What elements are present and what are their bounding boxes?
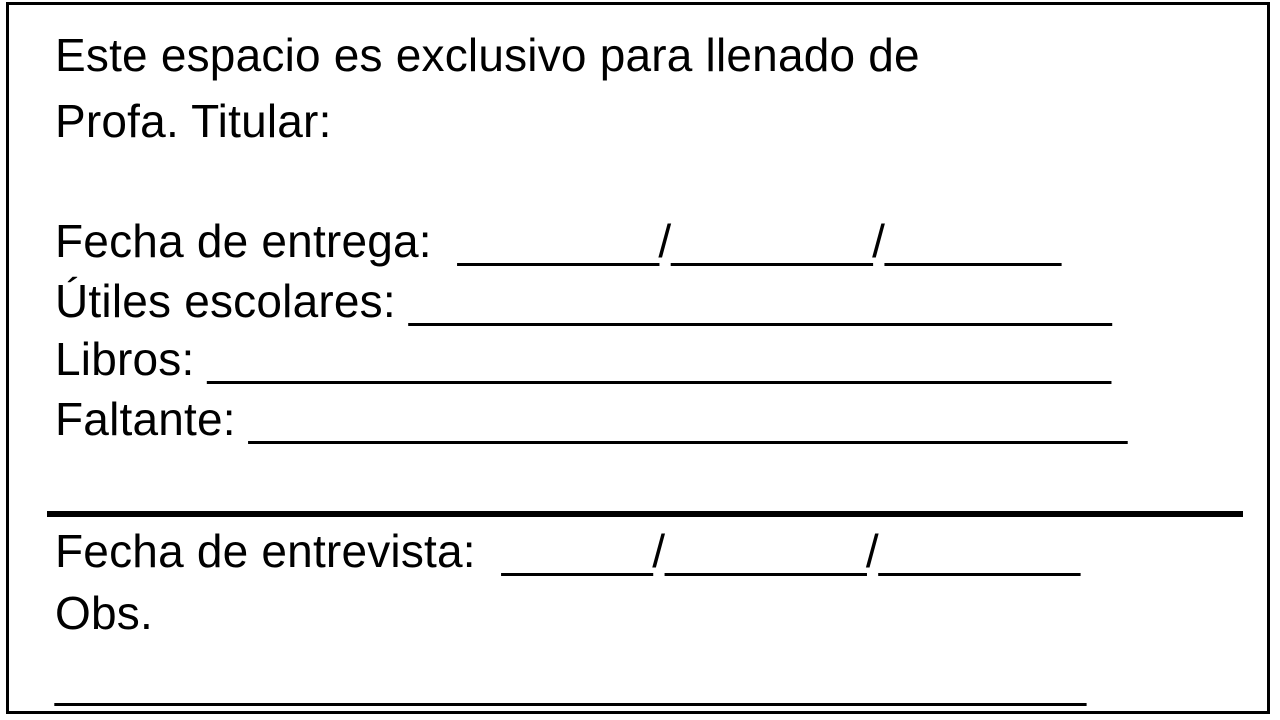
missing-label: Faltante: — [55, 393, 236, 445]
observations-field[interactable]: ________________________________________ — [55, 655, 1087, 707]
interview-date-row — [55, 523, 1080, 579]
missing-row — [55, 391, 1127, 447]
interview-date-label: Fecha de entrevista: — [55, 525, 476, 577]
delivery-date-separator-2: / — [872, 215, 886, 267]
school-supplies-label: Útiles escolares: — [55, 275, 396, 327]
delivery-date-year-field[interactable]: _______ — [885, 215, 1061, 267]
books-field[interactable]: ____________________________________ — [207, 333, 1111, 385]
form-box — [6, 2, 1270, 714]
delivery-date-label: Fecha de entrega: — [55, 215, 432, 267]
interview-date-separator-1: / — [652, 525, 666, 577]
missing-field[interactable]: ___________________________________ — [248, 393, 1127, 445]
delivery-date-day-field[interactable]: ________ — [457, 215, 659, 267]
school-supplies-field[interactable]: ____________________________ — [408, 275, 1112, 327]
delivery-date-month-field[interactable]: ________ — [671, 215, 873, 267]
interview-date-day-field[interactable]: ______ — [501, 525, 653, 577]
school-supplies-row — [55, 273, 1111, 329]
interview-date-month-field[interactable]: ________ — [665, 525, 866, 577]
delivery-date-row — [55, 213, 1061, 269]
books-row — [55, 331, 1110, 387]
delivery-date-separator-1: / — [658, 215, 672, 267]
form-header-line-2: Profa. Titular: — [55, 95, 332, 147]
form-header-line-1: Este espacio es exclusivo para llenado de — [55, 29, 920, 81]
section-divider — [47, 511, 1243, 517]
interview-date-separator-2: / — [865, 525, 879, 577]
interview-date-year-field[interactable]: ________ — [878, 525, 1080, 577]
observations-label: Obs. — [55, 587, 153, 639]
books-label: Libros: — [55, 333, 195, 385]
